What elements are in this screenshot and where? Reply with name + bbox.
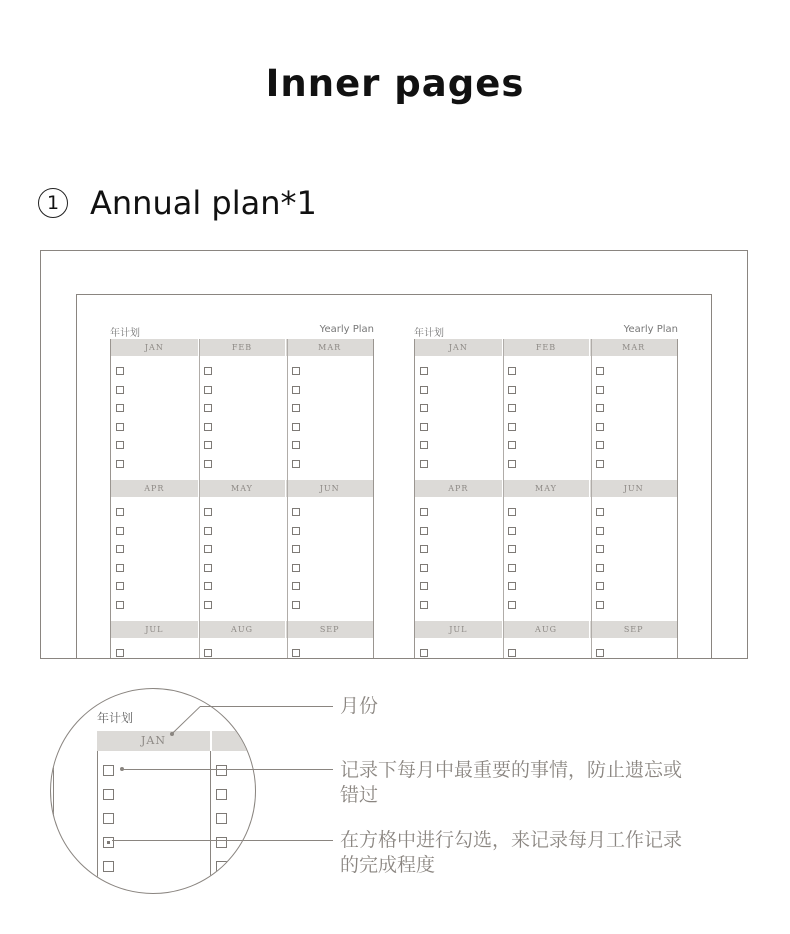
- task-checkbox[interactable]: [292, 527, 300, 535]
- task-checkbox[interactable]: [596, 404, 604, 412]
- planner-grid: [414, 339, 678, 658]
- column-separator: [503, 339, 504, 658]
- task-checkbox[interactable]: [204, 564, 212, 572]
- task-checkbox[interactable]: [420, 527, 428, 535]
- magnifier-checkbox[interactable]: [103, 813, 114, 824]
- task-checkbox[interactable]: [116, 423, 124, 431]
- task-checkbox[interactable]: [420, 460, 428, 468]
- magnifier-page-edge: [53, 689, 54, 894]
- month-label: SEP: [319, 625, 340, 634]
- magnifier-title-cn: 年计划: [97, 711, 134, 725]
- task-checkbox[interactable]: [420, 545, 428, 553]
- month-band: [415, 480, 677, 497]
- planner-title-en: Yearly Plan: [319, 324, 374, 335]
- task-checkbox[interactable]: [596, 386, 604, 394]
- planner-title-en: Yearly Plan: [623, 324, 678, 335]
- task-checkbox[interactable]: [116, 527, 124, 535]
- task-checkbox[interactable]: [508, 460, 516, 468]
- task-checkbox[interactable]: [204, 545, 212, 553]
- leader-line-check: [112, 840, 333, 841]
- magnifier-band-separator: [210, 731, 212, 751]
- task-checkbox[interactable]: [204, 460, 212, 468]
- task-checkbox[interactable]: [204, 423, 212, 431]
- task-checkbox[interactable]: [596, 441, 604, 449]
- annotation-check-line1: 在方格中进行勾选，来记录每月工作记录: [340, 829, 683, 851]
- task-checkbox[interactable]: [116, 441, 124, 449]
- task-checkbox[interactable]: [596, 601, 604, 609]
- magnifier-month-label: JAN: [141, 734, 166, 747]
- task-checkbox[interactable]: [596, 423, 604, 431]
- task-checkbox[interactable]: [204, 441, 212, 449]
- magnifier-column-border: [210, 751, 211, 894]
- planner-page-header: [110, 322, 374, 339]
- task-checkbox[interactable]: [508, 367, 516, 375]
- task-checkbox[interactable]: [508, 508, 516, 516]
- task-checkbox[interactable]: [508, 386, 516, 394]
- month-band: [111, 339, 373, 356]
- month-label: FEB: [199, 339, 287, 356]
- task-checkbox[interactable]: [292, 508, 300, 516]
- month-label: MAR: [318, 343, 342, 352]
- task-checkbox[interactable]: [420, 649, 428, 657]
- month-label: MAY: [503, 480, 591, 497]
- task-checkbox[interactable]: [116, 564, 124, 572]
- annotation-month: 月份: [340, 695, 379, 717]
- task-checkbox[interactable]: [116, 582, 124, 590]
- column-separator: [199, 339, 200, 658]
- task-checkbox[interactable]: [292, 460, 300, 468]
- task-checkbox[interactable]: [292, 367, 300, 375]
- task-checkbox[interactable]: [420, 564, 428, 572]
- task-checkbox[interactable]: [420, 404, 428, 412]
- task-checkbox[interactable]: [508, 404, 516, 412]
- column-separator: [591, 339, 592, 658]
- month-label: FEB: [503, 339, 591, 356]
- task-checkbox[interactable]: [204, 404, 212, 412]
- task-checkbox[interactable]: [116, 649, 124, 657]
- task-checkbox[interactable]: [292, 441, 300, 449]
- task-checkbox[interactable]: [204, 649, 212, 657]
- section-label: Annual plan*1: [90, 184, 317, 222]
- task-checkbox[interactable]: [508, 423, 516, 431]
- leader-dot-month: [170, 732, 174, 736]
- outer-frame-bottom-edge: [40, 658, 748, 659]
- task-checkbox[interactable]: [292, 545, 300, 553]
- task-checkbox[interactable]: [420, 423, 428, 431]
- planner-page-right: [414, 322, 678, 658]
- annotation-record-line1: 记录下每月中最重要的事情，防止遗忘或: [340, 759, 683, 781]
- task-checkbox[interactable]: [596, 367, 604, 375]
- task-checkbox[interactable]: [292, 601, 300, 609]
- planner-title-cn: 年计划: [414, 328, 444, 339]
- task-checkbox[interactable]: [292, 423, 300, 431]
- task-checkbox[interactable]: [204, 582, 212, 590]
- task-checkbox[interactable]: [420, 386, 428, 394]
- task-checkbox[interactable]: [420, 441, 428, 449]
- task-checkbox[interactable]: [204, 527, 212, 535]
- month-band: [111, 621, 373, 638]
- planner-page-header: [414, 322, 678, 339]
- month-label: JUL: [415, 621, 503, 638]
- month-label: APR: [111, 480, 199, 497]
- magnifier-checkbox[interactable]: [103, 765, 114, 776]
- task-checkbox[interactable]: [508, 527, 516, 535]
- month-label: AUG: [503, 621, 591, 638]
- magnifier-detail: [50, 688, 256, 894]
- section-title: [38, 184, 317, 222]
- task-checkbox[interactable]: [508, 582, 516, 590]
- task-checkbox[interactable]: [116, 545, 124, 553]
- task-checkbox[interactable]: [116, 508, 124, 516]
- month-label: JAN: [415, 339, 503, 356]
- month-label: APR: [415, 480, 503, 497]
- task-checkbox[interactable]: [508, 649, 516, 657]
- month-label: MAY: [199, 480, 287, 497]
- leader-dot-record: [120, 767, 124, 771]
- page-heading: Inner pages: [265, 62, 525, 105]
- task-checkbox[interactable]: [292, 404, 300, 412]
- task-checkbox[interactable]: [116, 404, 124, 412]
- magnifier-checkbox[interactable]: [216, 837, 227, 848]
- task-checkbox[interactable]: [596, 545, 604, 553]
- task-checkbox[interactable]: [508, 564, 516, 572]
- task-checkbox[interactable]: [204, 386, 212, 394]
- magnifier-checkbox[interactable]: [216, 765, 227, 776]
- task-checkbox[interactable]: [204, 508, 212, 516]
- task-checkbox[interactable]: [508, 601, 516, 609]
- month-label: JAN: [111, 339, 199, 356]
- magnifier-checkbox[interactable]: [103, 885, 114, 894]
- month-band: [111, 480, 373, 497]
- task-checkbox[interactable]: [420, 601, 428, 609]
- task-checkbox[interactable]: [508, 441, 516, 449]
- task-checkbox[interactable]: [596, 649, 604, 657]
- magnifier-checkbox[interactable]: [103, 837, 114, 848]
- task-checkbox[interactable]: [292, 564, 300, 572]
- month-label: AUG: [199, 621, 287, 638]
- month-band: [415, 621, 677, 638]
- planner-title-cn: 年计划: [110, 328, 140, 339]
- task-checkbox[interactable]: [596, 527, 604, 535]
- planner-page-left: [110, 322, 374, 658]
- month-label: JUN: [623, 484, 644, 493]
- column-separator: [287, 339, 288, 658]
- task-checkbox[interactable]: [420, 367, 428, 375]
- month-label: MAR: [622, 343, 646, 352]
- magnifier-checkbox[interactable]: [216, 861, 227, 872]
- task-checkbox[interactable]: [292, 386, 300, 394]
- task-checkbox[interactable]: [596, 564, 604, 572]
- task-checkbox[interactable]: [116, 367, 124, 375]
- month-band: [415, 339, 677, 356]
- leader-line-record: [122, 769, 333, 770]
- magnifier-checkbox[interactable]: [103, 789, 114, 800]
- task-checkbox[interactable]: [116, 460, 124, 468]
- task-checkbox[interactable]: [204, 367, 212, 375]
- magnifier-checkbox[interactable]: [103, 861, 114, 872]
- task-checkbox[interactable]: [420, 582, 428, 590]
- task-checkbox[interactable]: [204, 601, 212, 609]
- task-checkbox[interactable]: [116, 601, 124, 609]
- task-checkbox[interactable]: [596, 582, 604, 590]
- task-checkbox[interactable]: [292, 649, 300, 657]
- month-label: SEP: [623, 625, 644, 634]
- task-checkbox[interactable]: [596, 508, 604, 516]
- annotation-check-line2: 的完成程度: [340, 854, 436, 876]
- leader-line-month: [200, 706, 333, 707]
- task-checkbox[interactable]: [292, 582, 300, 590]
- magnifier-column-border: [97, 731, 98, 894]
- month-label: JUL: [111, 621, 199, 638]
- annotation-record-line2: 错过: [340, 784, 379, 806]
- task-checkbox[interactable]: [508, 545, 516, 553]
- month-label: JUN: [319, 484, 340, 493]
- magnifier-checkbox[interactable]: [216, 789, 227, 800]
- planner-grid: [110, 339, 374, 658]
- task-checkbox[interactable]: [596, 460, 604, 468]
- section-number-badge: 1: [38, 188, 68, 218]
- magnifier-checkbox[interactable]: [216, 813, 227, 824]
- task-checkbox[interactable]: [116, 386, 124, 394]
- task-checkbox[interactable]: [420, 508, 428, 516]
